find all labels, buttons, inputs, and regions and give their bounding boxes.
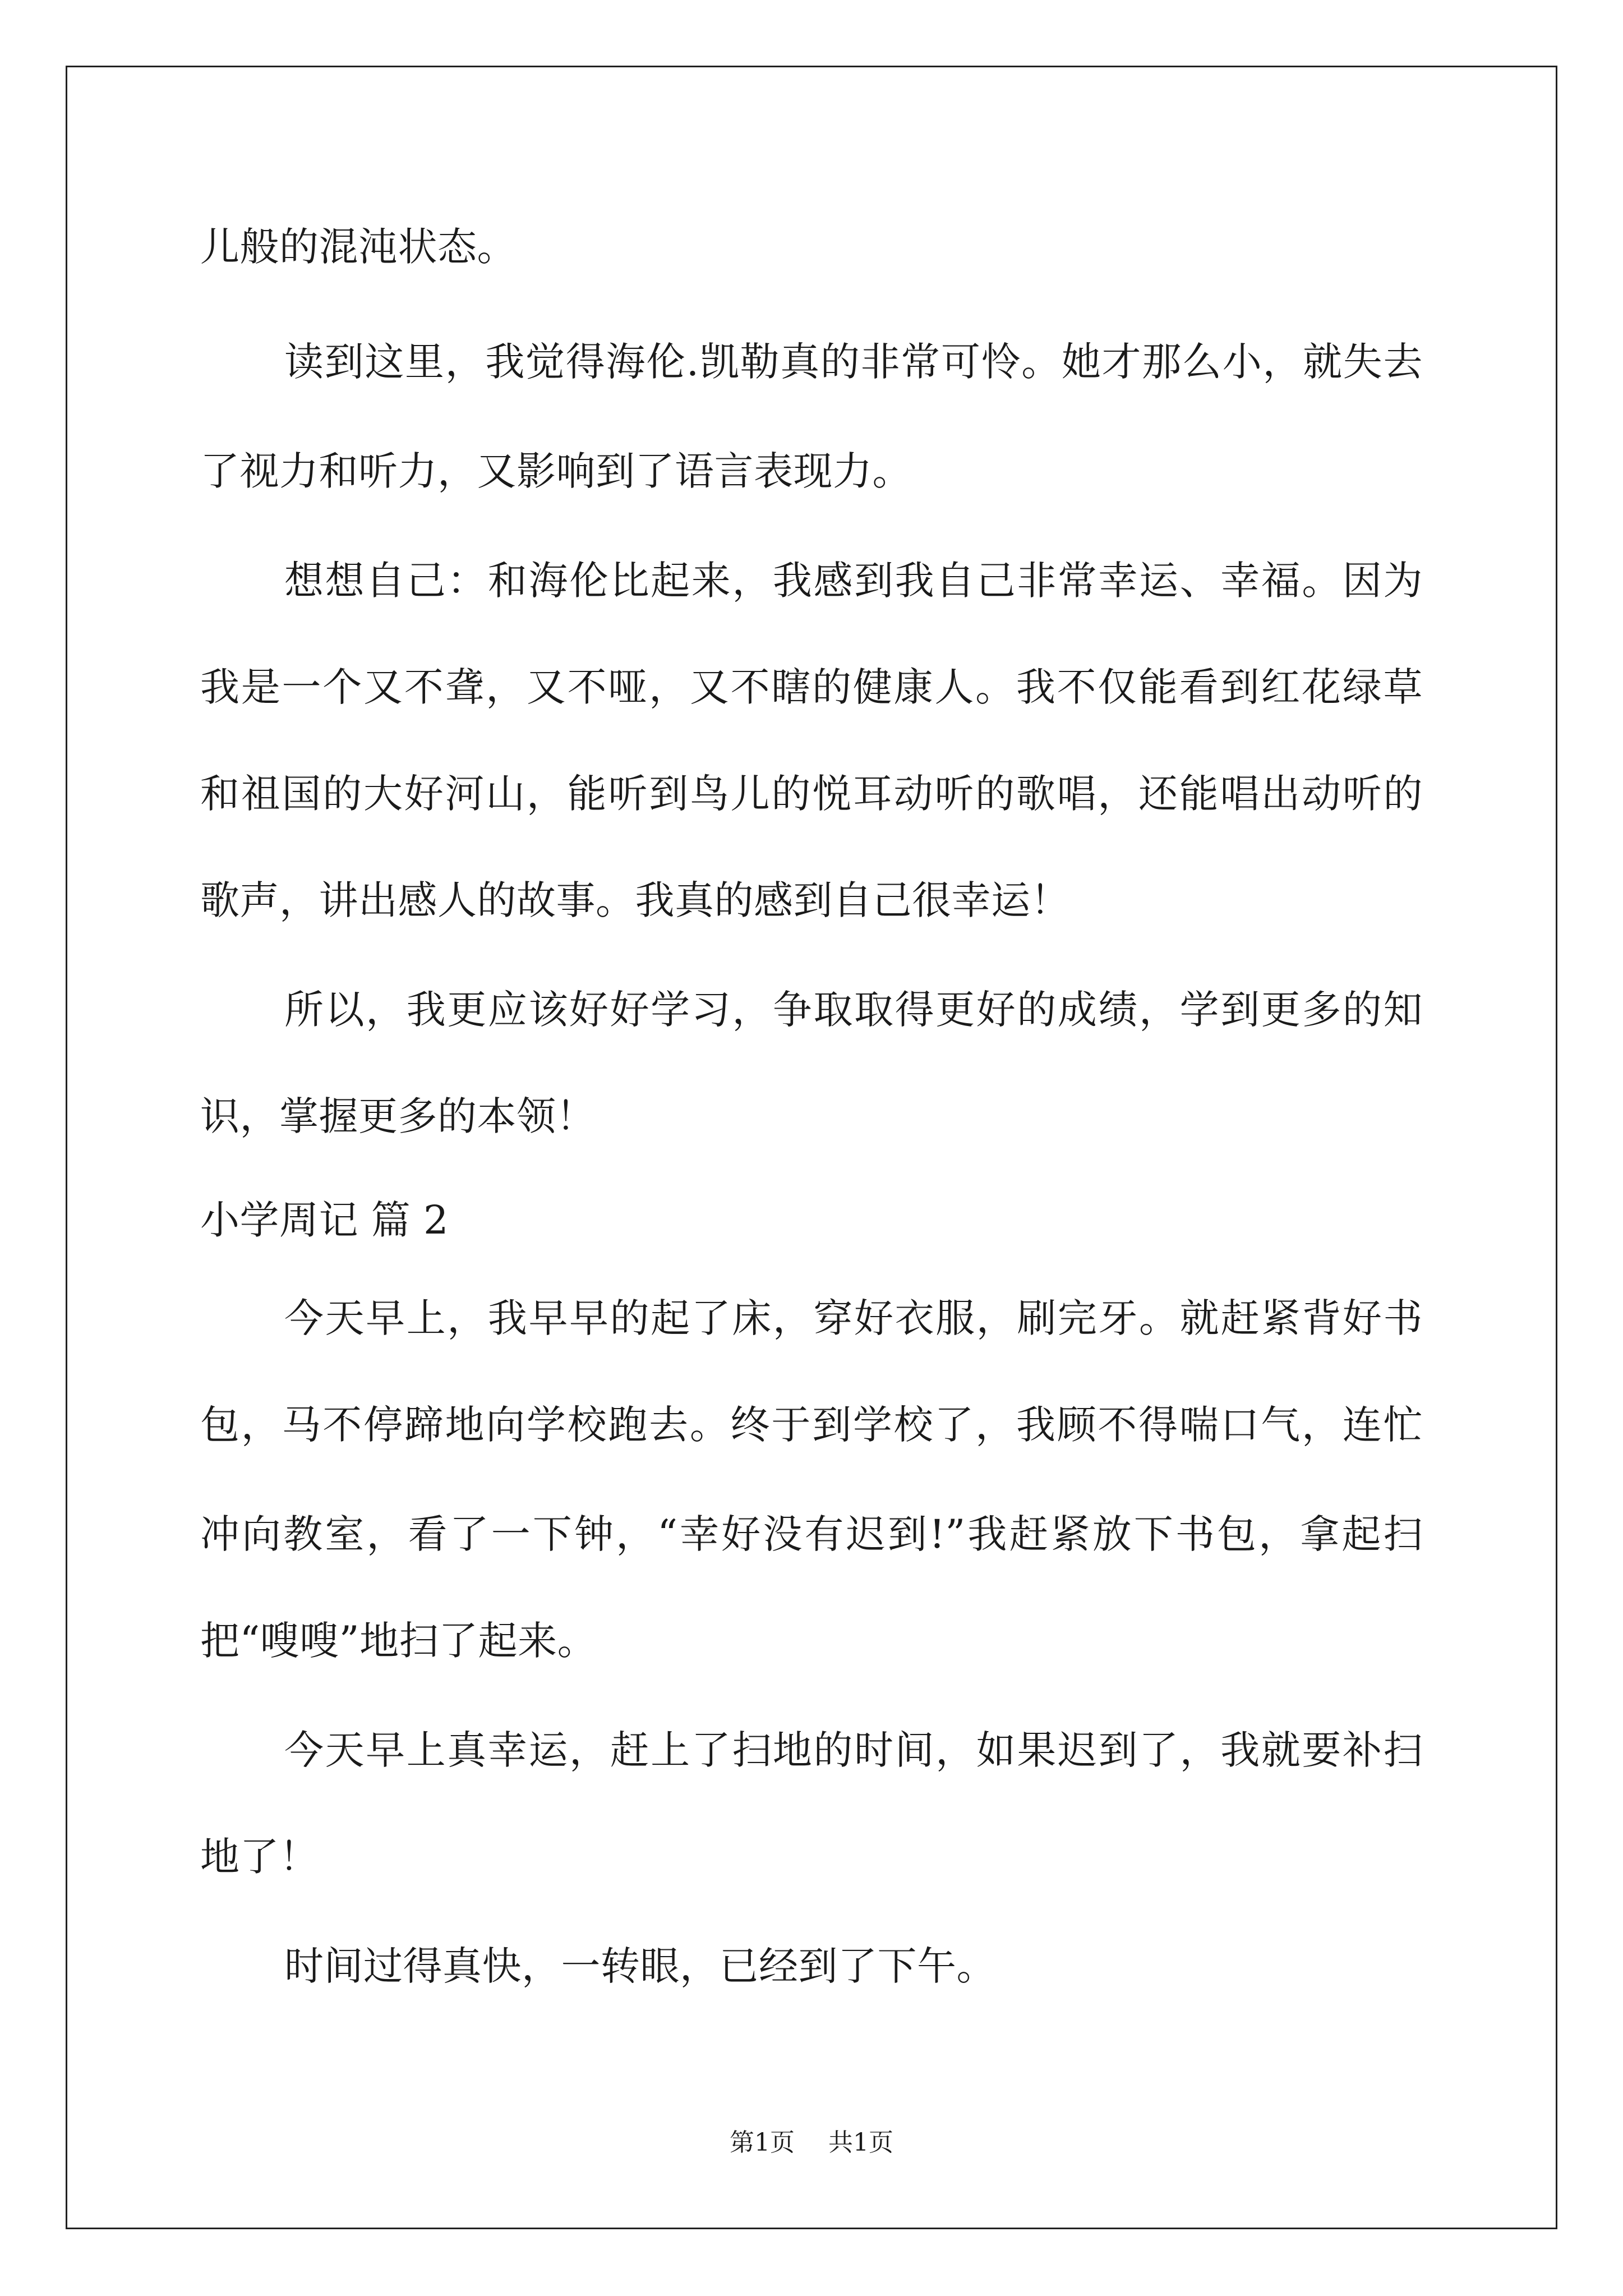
page-number-total: 共1页 xyxy=(828,2128,893,2157)
text-line-3: 了视力和听力，又影响到了语言表现力。 xyxy=(200,448,912,494)
text-line-14: 把“嗖嗖”地扫了起来。 xyxy=(200,1618,597,1664)
text-line-2: 读到这里，我觉得海伦.凯勒真的非常可怜。她才那么小，就失去 xyxy=(284,339,1423,385)
text-line-8: 所以，我更应该好好学习，争取取得更好的成绩，学到更多的知 xyxy=(284,987,1423,1033)
text-line-1: 儿般的混沌状态。 xyxy=(200,224,517,270)
text-line-16: 地了！ xyxy=(200,1834,319,1880)
section-heading: 小学周记 篇 2 xyxy=(200,1197,449,1243)
text-line-15: 今天早上真幸运，赶上了扫地的时间，如果迟到了，我就要补扫 xyxy=(284,1727,1423,1773)
page-number-current: 第1页 xyxy=(730,2128,795,2157)
text-line-11: 今天早上，我早早的起了床，穿好衣服，刷完牙。就赶紧背好书 xyxy=(284,1295,1423,1341)
page-footer xyxy=(0,2128,1623,2157)
text-line-12: 包，马不停蹄地向学校跑去。终于到学校了，我顾不得喘口气，连忙 xyxy=(200,1402,1423,1448)
text-line-5: 我是一个又不聋，又不哑，又不瞎的健康人。我不仅能看到红花绿草 xyxy=(200,664,1423,710)
text-line-6: 和祖国的大好河山，能听到鸟儿的悦耳动听的歌唱，还能唱出动听的 xyxy=(200,771,1423,817)
text-line-13: 冲向教室，看了一下钟，“幸好没有迟到!”我赶紧放下书包，拿起扫 xyxy=(200,1511,1423,1557)
text-line-17: 时间过得真快，一转眼，已经到了下午。 xyxy=(284,1943,996,1989)
text-line-4: 想想自己：和海伦比起来，我感到我自己非常幸运、幸福。因为 xyxy=(284,558,1423,604)
text-line-7: 歌声，讲出感人的故事。我真的感到自己很幸运！ xyxy=(200,877,1070,923)
page-border xyxy=(66,66,1557,2229)
text-line-9: 识，掌握更多的本领！ xyxy=(200,1093,596,1139)
